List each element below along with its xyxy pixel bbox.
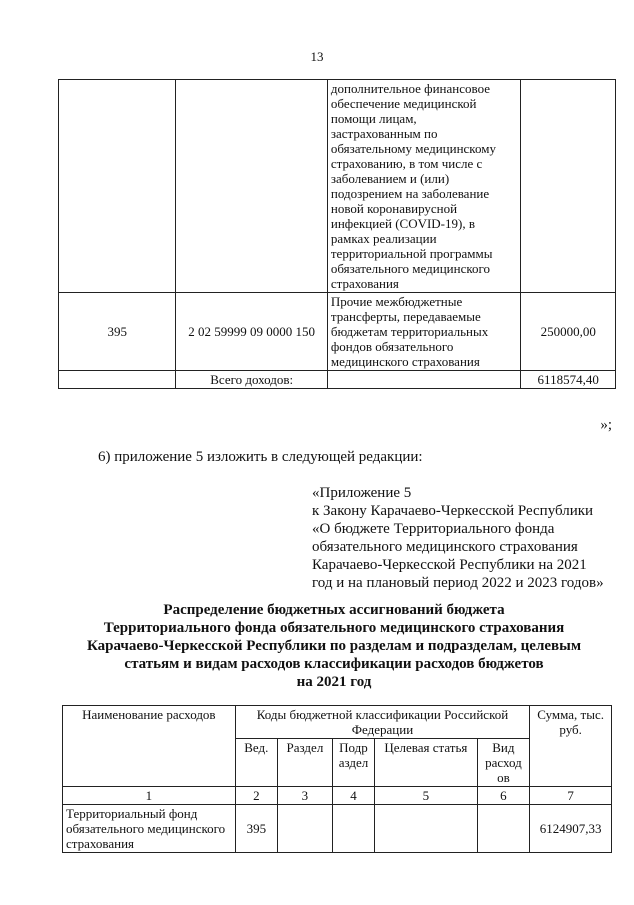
table-cell-description (327, 293, 521, 371)
table-row (59, 293, 616, 371)
total-value: 6118574,40 (521, 371, 616, 389)
row-name: Территориальный фонд обязательного медицинского страхования (63, 805, 236, 853)
header-sum: Сумма, тыс. руб. (530, 706, 612, 787)
text-line: страхованию, в том числе с (330, 156, 483, 171)
appendix-line: обязательного медицинского страхования (312, 539, 578, 555)
header-razdel: Раздел (278, 739, 333, 787)
total-label: Всего доходов: (176, 371, 327, 389)
text-line: обязательного медицинского (330, 261, 490, 276)
header-name: Наименование расходов (63, 706, 236, 787)
text-line: обязательному медицинскому (330, 141, 496, 156)
header-vid: Вид расход ов (477, 739, 530, 787)
header-podrazdel: Подр аздел (332, 739, 374, 787)
table-cell (59, 371, 176, 389)
column-number: 3 (278, 787, 333, 805)
table-cell (327, 371, 521, 389)
text-line: заболеванием и (или) (330, 171, 450, 186)
header-target: Целевая статья (375, 739, 477, 787)
row-target (375, 805, 477, 853)
table-number-row (63, 787, 612, 805)
appendix-line: к Закону Карачаево-Черкесской Республики (312, 503, 594, 519)
table-total-row (59, 371, 616, 389)
section-heading (60, 601, 608, 691)
table-cell (59, 80, 176, 293)
text-line: обеспечение медицинской (330, 96, 477, 111)
text-line: Прочие межбюджетные (330, 294, 463, 309)
heading-line: Территориального фонда обязательного медицинского страхования (103, 620, 565, 636)
closing-quote: »; (600, 417, 612, 433)
appendix-line: год и на плановый период 2022 и 2023 годов» (312, 575, 604, 591)
text-line: новой коронавирусной (330, 201, 458, 216)
appendix-header (312, 484, 612, 592)
text-line: инфекцией (COVID-19), в (330, 216, 475, 231)
page-number: 13 (310, 49, 324, 64)
row-sum: 6124907,33 (530, 805, 612, 853)
table-row (63, 805, 612, 853)
table-cell-code: 2 02 59999 09 0000 150 (176, 293, 327, 371)
text-line: трансферты, передаваемые (330, 309, 481, 324)
table-cell-ved: 395 (59, 293, 176, 371)
column-number: 2 (235, 787, 277, 805)
row-vid (477, 805, 530, 853)
expenditure-table (62, 705, 612, 853)
text-line: помощи лицам, (330, 111, 417, 126)
appendix-line: Карачаево-Черкесской Республики на 2021 (312, 557, 587, 573)
table-cell-amount: 250000,00 (521, 293, 616, 371)
row-razdel (278, 805, 333, 853)
text-line: подозрением на заболевание (330, 186, 490, 201)
column-number: 5 (375, 787, 477, 805)
column-number: 6 (477, 787, 530, 805)
row-ved: 395 (235, 805, 277, 853)
amendment-item-6: 6) приложение 5 изложить в следующей редакции: (98, 449, 423, 465)
header-ved: Вед. (235, 739, 277, 787)
column-number: 7 (530, 787, 612, 805)
text-line: территориальной программы (330, 246, 493, 261)
header-codes: Коды бюджетной классификации Российской Федерации (235, 706, 530, 739)
text-line: медицинского страхования (330, 354, 480, 369)
heading-line: статьям и видам расходов классификации расходов бюджетов (124, 656, 544, 672)
heading-line: Карачаево-Черкесской Республики по разделам и подразделам, целевым (86, 638, 582, 654)
table-cell (521, 80, 616, 293)
text-line: бюджетам территориальных (330, 324, 489, 339)
table-cell (176, 80, 327, 293)
appendix-line: «Приложение 5 (312, 485, 412, 501)
heading-line: на 2021 год (296, 674, 372, 690)
heading-line: Распределение бюджетных ассигнований бюджета (163, 602, 505, 618)
appendix-line: «О бюджете Территориального фонда (312, 521, 555, 537)
table-row (59, 80, 616, 293)
row-podrazdel (332, 805, 374, 853)
text-line: застрахованным по (330, 126, 438, 141)
revenue-table (58, 79, 616, 389)
text-line: фондов обязательного (330, 339, 454, 354)
column-number: 4 (332, 787, 374, 805)
text-line: страхования (330, 276, 399, 291)
table-cell-description (327, 80, 521, 293)
text-line: рамках реализации (330, 231, 437, 246)
column-number: 1 (63, 787, 236, 805)
text-line: дополнительное финансовое (330, 81, 490, 96)
table-header-row (63, 706, 612, 739)
